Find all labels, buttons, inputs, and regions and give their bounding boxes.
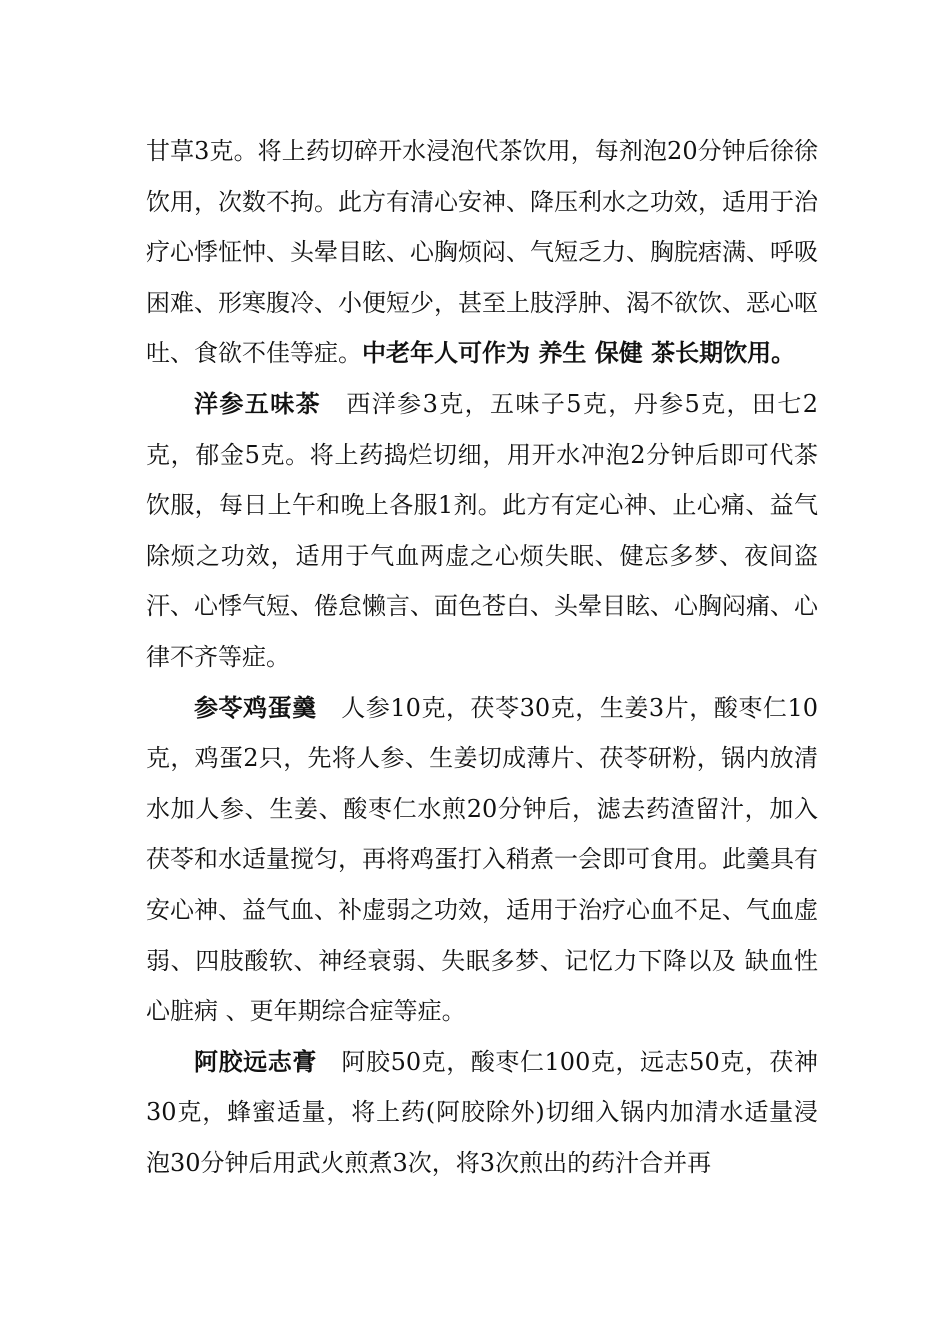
recipe-text: 阿胶50克，酸枣仁100克，远志50克，茯神30克，蜂蜜适量，将上药(阿胶除外)切细入锅内加清水适量浸泡30分钟后用武火煎煮3次，将3次煎出的药汁合并再 xyxy=(146,1047,819,1177)
recipe-paragraph-ejiao xyxy=(146,1037,818,1189)
document-body xyxy=(146,126,818,1188)
recipe-paragraph-yangshen xyxy=(146,379,818,683)
paragraph-text: 甘草3克。将上药切碎开水浸泡代茶饮用，每剂泡20分钟后徐徐饮用，次数不拘。此方有清心安神、降压利水之功效，适用于治疗心悸怔忡、头晕目眩、心胸烦闷、气短乏力、胸脘痞满、呼吸困难、形寒腹冷、小便短少，甚至上肢浮肿、渴不欲饮、恶心呕吐、食欲不佳等症。 xyxy=(146,137,818,368)
recipe-text: 人参10克，茯苓30克，生姜3片，酸枣仁10克，鸡蛋2只，先将人参、生姜切成薄片、茯苓研粉，锅内放清水加人参、生姜、酸枣仁水煎20分钟后，滤去药渣留汁，加入茯苓和水适量搅匀，再将鸡蛋打入稍煮一会即可食用。此羹具有安心神、益气血、补虚弱之功效，适用于治疗心血不足、气血虚弱、四肢酸软、神经衰弱、失眠多梦、记忆力下降以及 缺血性心脏病 、更年期综合症等症。 xyxy=(146,693,818,1026)
recipe-text: 西洋参3克，五味子5克，丹参5克，田七2克，郁金5克。将上药捣烂切细，用开水冲泡2分钟后即可代茶饮服，每日上午和晚上各服1剂。此方有定心神、止心痛、益气除烦之功效，适用于气血两虚之心烦失眠、健忘多梦、夜间盗汗、心悸气短、倦怠懒言、面色苍白、头晕目眩、心胸闷痛、心律不齐等症。 xyxy=(146,389,818,671)
recipe-title: 洋参五味茶 xyxy=(194,388,321,418)
paragraph-continuation xyxy=(146,126,818,379)
recipe-title: 阿胶远志膏 xyxy=(194,1046,317,1076)
recipe-title: 参苓鸡蛋羹 xyxy=(194,692,317,722)
paragraph-emphasis: 中老年人可作为 养生 保健 茶长期饮用。 xyxy=(362,338,796,368)
recipe-paragraph-shenling xyxy=(146,683,818,1037)
